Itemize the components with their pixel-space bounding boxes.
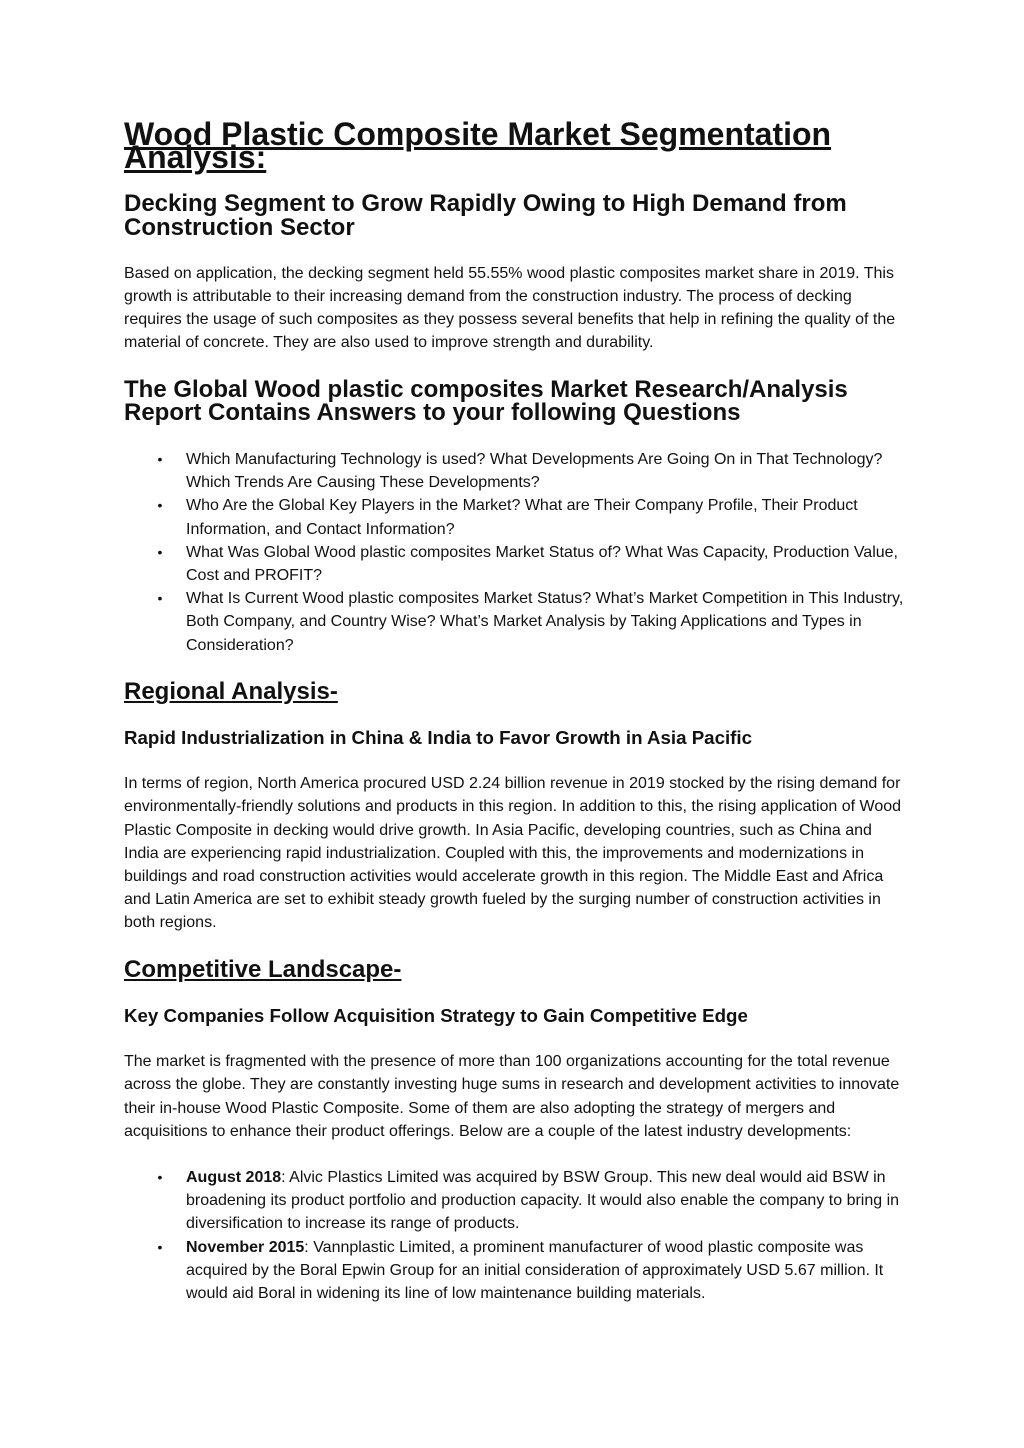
questions-list — [124, 448, 904, 657]
competitive-title: Competitive Landscape- — [124, 955, 402, 983]
decking-subheading: Decking Segment to Grow Rapidly Owing to High Demand from Construction Sector — [124, 190, 847, 241]
bullet-icon: • — [157, 497, 163, 514]
bullet-icon: • — [157, 543, 163, 560]
segmentation-title: Wood Plastic Composite Market Segmentation Analysis: — [124, 116, 832, 176]
competitive-subheading: Key Companies Follow Acquisition Strategy to Gain Competitive Edge — [124, 1004, 748, 1026]
bullet-icon: • — [157, 1168, 163, 1185]
bullet-icon: • — [157, 1238, 163, 1255]
question-text: Who Are the Global Key Players in the Market? What are Their Company Profile, Their Product Information, and Contact Information? — [186, 497, 858, 538]
bullet-icon: • — [157, 451, 163, 468]
regional-paragraph: In terms of region, North America procured USD 2.24 billion revenue in 2019 stocked by the rising demand for environmentally-friendly solutions and products in this region. In addition to this, the rising application of Wood Plastic Composite in decking would drive growth. In Asia Pacific, developing countries, such as China and India are experiencing rapid industrialization. Coupled with this, the improvements and modernizations in buildings and road construction activities would accelerate growth in this region. The Middle East and Africa and Latin America are set to exhibit steady growth fueled by the surging number of construction activities in both regions. — [124, 775, 902, 932]
question-list-item — [124, 494, 904, 540]
bullet-icon: • — [157, 590, 163, 607]
developments-list — [124, 1166, 904, 1305]
question-list-item — [124, 587, 904, 657]
development-text: : Vannplastic Limited, a prominent manufacturer of wood plastic composite was acquired by the Boral Epwin Group for an initial consideration of approximately USD 5.67 million. It would aid Boral in widening its line of low maintenance building materials. — [186, 1238, 884, 1302]
question-text: What Was Global Wood plastic composites Market Status of? What Was Capacity, Production Value, Cost and PROFIT? — [186, 543, 898, 585]
development-list-item — [124, 1236, 904, 1306]
question-text: What Is Current Wood plastic composites Market Status? What’s Market Competition in This Industry, Both Company, and Country Wise? What’s Market Analysis by Taking Applications and Types in Consideration? — [186, 590, 904, 654]
question-text: Which Manufacturing Technology is used? What Developments Are Going On in That Technology? Which Trends Are Causing These Developments? — [186, 451, 883, 492]
regional-section — [124, 677, 904, 935]
segmentation-section — [124, 116, 904, 355]
competitive-paragraph: The market is fragmented with the presence of more than 100 organizations accounting for the total revenue across the globe. They are constantly investing huge sums in research and development activities to innovate their in-house Wood Plastic Composite. Some of them are also adopting the strategy of mergers and acquisitions to enhance their product offerings. Below are a couple of the latest industry developments: — [124, 1053, 900, 1140]
questions-heading: The Global Wood plastic composites Market Research/Analysis Report Contains Answers to your following Questions — [124, 375, 848, 426]
document-page — [124, 116, 904, 1328]
development-date: November 2015 — [186, 1238, 305, 1256]
development-date: August 2018 — [186, 1168, 282, 1186]
regional-title: Regional Analysis- — [124, 677, 338, 705]
questions-section — [124, 375, 904, 657]
question-list-item — [124, 448, 904, 494]
development-text: : Alvic Plastics Limited was acquired by BSW Group. This new deal would aid BSW in broadening its product portfolio and production capacity. It would also enable the company to bring in diversification to increase its range of products. — [186, 1168, 900, 1233]
question-list-item — [124, 541, 904, 587]
regional-subheading: Rapid Industrialization in China & India to Favor Growth in Asia Pacific — [124, 727, 753, 749]
competitive-section — [124, 955, 904, 1305]
decking-paragraph: Based on application, the decking segment held 55.55% wood plastic composites market share in 2019. This growth is attributable to their increasing demand from the construction industry. The process of decking requires the usage of such composites as they possess several benefits that help in refining the quality of the material of concrete. They are also used to improve strength and durability. — [124, 264, 896, 352]
development-list-item — [124, 1166, 904, 1236]
